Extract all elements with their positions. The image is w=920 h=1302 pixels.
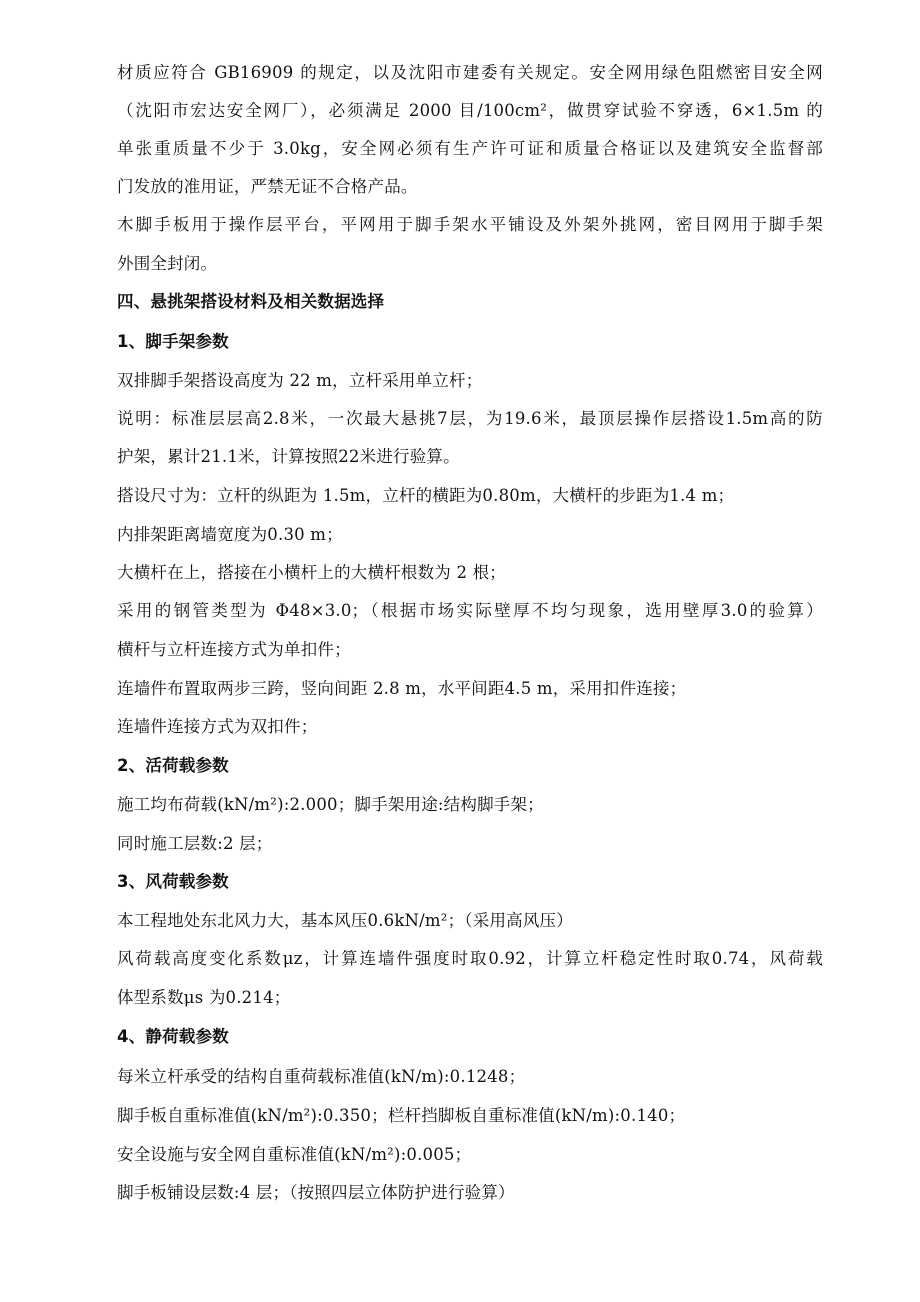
paragraph-line: 横杆与立杆连接方式为单扣件； — [117, 640, 351, 659]
paragraph-line: 脚手板自重标准值(kN/m²):0.350；栏杆挡脚板自重标准值(kN/m):0.140； — [117, 1106, 686, 1125]
paragraph-line: 体型系数μs 为0.214； — [117, 988, 291, 1007]
paragraph-line: 同时施工层数:2 层； — [117, 834, 273, 853]
paragraph-line: 搭设尺寸为：立杆的纵距为 1.5m，立杆的横距为0.80m，大横杆的步距为1.4 m； — [117, 486, 735, 505]
paragraph-line: 护架，累计21.1米，计算按照22米进行验算。 — [117, 447, 460, 466]
paragraph-line: 风荷载高度变化系数μz，计算连墙件强度时取0.92，计算立杆稳定性时取0.74，风荷载 — [117, 949, 823, 968]
paragraph-line: （沈阳市宏达安全网厂），必须满足 2000 目/100cm²，做贯穿试验不穿透，6×1.5m 的 — [117, 101, 823, 120]
paragraph-line: 采用的钢管类型为 Φ48×3.0；（根据市场实际壁厚不均匀现象，选用壁厚3.0的验算） — [117, 601, 823, 620]
subsection-heading: 1、脚手架参数 — [117, 332, 229, 351]
subsection-heading: 4、静荷载参数 — [117, 1027, 229, 1046]
paragraph-line: 材质应符合 GB16909 的规定，以及沈阳市建委有关规定。安全网用绿色阻燃密目安全网 — [117, 63, 823, 82]
paragraph-line: 施工均布荷载(kN/m²):2.000；脚手架用途:结构脚手架； — [117, 795, 544, 814]
paragraph-line: 连墙件布置取两步三跨，竖向间距 2.8 m，水平间距4.5 m，采用扣件连接； — [117, 679, 687, 698]
paragraph-line: 说明：标准层层高2.8米，一次最大悬挑7层，为19.6米，最顶层操作层搭设1.5m高的防 — [117, 409, 823, 428]
paragraph-line: 双排脚手架搭设高度为 22 m，立杆采用单立杆； — [117, 371, 483, 390]
paragraph-line: 外围全封闭。 — [117, 254, 218, 273]
paragraph-line: 内排架距离墙宽度为0.30 m； — [117, 525, 343, 544]
paragraph-line: 大横杆在上，搭接在小横杆上的大横杆根数为 2 根； — [117, 563, 506, 582]
paragraph-line: 单张重质量不少于 3.0kg，安全网必须有生产许可证和质量合格证以及建筑安全监督部 — [117, 139, 823, 158]
paragraph-line: 本工程地处东北风力大，基本风压0.6kN/m²；（采用高风压） — [117, 911, 573, 930]
subsection-heading: 2、活荷载参数 — [117, 756, 229, 775]
paragraph-line: 门发放的准用证，严禁无证不合格产品。 — [117, 177, 418, 196]
paragraph-line: 每米立杆承受的结构自重荷载标准值(kN/m):0.1248； — [117, 1067, 526, 1086]
section-heading: 四、悬挑架搭设材料及相关数据选择 — [117, 292, 385, 311]
subsection-heading: 3、风荷载参数 — [117, 872, 229, 891]
paragraph-line: 安全设施与安全网自重标准值(kN/m²):0.005； — [117, 1145, 472, 1164]
paragraph-line: 木脚手板用于操作层平台，平网用于脚手架水平铺设及外架外挑网，密目网用于脚手架 — [117, 215, 823, 234]
paragraph-line: 脚手板铺设层数:4 层；（按照四层立体防护进行验算） — [117, 1183, 515, 1202]
paragraph-line: 连墙件连接方式为双扣件； — [117, 717, 318, 736]
